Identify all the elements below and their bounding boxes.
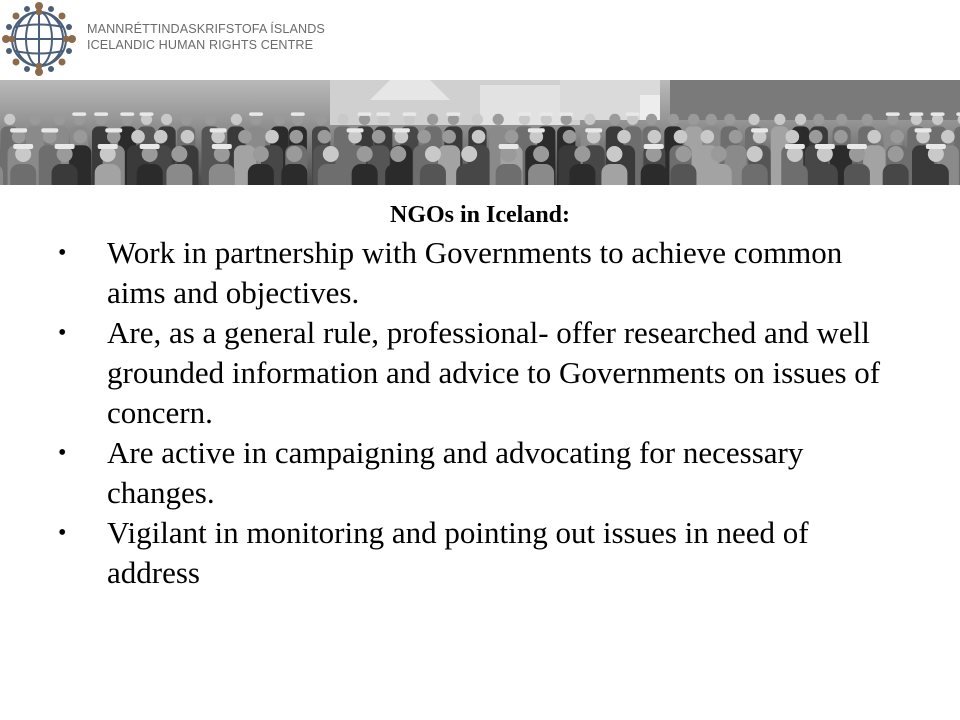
- crowd-person-hat: [499, 144, 519, 149]
- crowd-person-head: [493, 114, 504, 125]
- crowd-person-hat: [915, 128, 932, 132]
- crowd-person-head: [674, 130, 688, 144]
- crowd-person-head: [533, 146, 549, 162]
- crowd-person-head: [813, 114, 824, 125]
- crowd-person-head: [181, 114, 192, 125]
- crowd-person-hat: [249, 112, 263, 116]
- crowd-person-hat: [376, 112, 390, 116]
- crowd-person-body: [812, 164, 838, 185]
- crowd-person-body: [883, 164, 909, 185]
- crowd-person-head: [748, 114, 759, 125]
- crowd-person-body: [528, 164, 554, 185]
- crowd-person-head: [318, 130, 332, 144]
- crowd-person-body: [670, 164, 696, 185]
- slide-title: NGOs in Iceland:: [389, 202, 571, 228]
- crowd-person-body: [706, 164, 732, 185]
- crowd-person-head: [171, 146, 187, 162]
- crowd-person-hat: [751, 128, 768, 132]
- crowd-person-head: [668, 114, 679, 125]
- crowd-person-hat: [120, 112, 134, 116]
- crowd-person-hat: [55, 144, 75, 149]
- crowd-person-head: [4, 114, 15, 125]
- crowd-person-head: [337, 114, 348, 125]
- crowd-person-hat: [626, 112, 640, 116]
- crowd-person-head: [357, 146, 373, 162]
- crowd-person-hat: [528, 128, 545, 132]
- crowd-person-hat: [931, 112, 945, 116]
- crowd-person-hat: [518, 112, 532, 116]
- crowd-person-head: [786, 130, 800, 144]
- crowd-person-body: [782, 164, 808, 185]
- bullet-text: Are, as a general rule, professional- offer researched and well grounded information and advice to Governments on issues of concern.: [107, 315, 881, 430]
- crowd-person-body: [281, 164, 307, 185]
- crowd-person-hat: [210, 128, 227, 132]
- crowd-person-head: [711, 146, 727, 162]
- crowd-person-head: [425, 146, 441, 162]
- crowd-person-hat: [212, 144, 232, 149]
- crowd-person-head: [274, 114, 285, 125]
- crowd-person-head: [836, 114, 847, 125]
- crowd-person-head: [617, 130, 631, 144]
- crowd-person-body: [318, 164, 344, 185]
- bullet-item: [0, 233, 960, 313]
- crowd-person-hat: [815, 144, 835, 149]
- crowd-person-head: [688, 114, 699, 125]
- crowd-person-hat: [559, 112, 573, 116]
- crowd-person-hat: [358, 112, 372, 116]
- bullet-text: Vigilant in monitoring and pointing out issues in need of address: [107, 515, 809, 590]
- crowd-person-head: [73, 130, 87, 144]
- crowd-person-head: [795, 114, 806, 125]
- crowd-person-hat: [72, 112, 86, 116]
- crowd-person-head: [747, 146, 763, 162]
- crowd-person-body: [420, 164, 446, 185]
- crowd-person-body: [52, 164, 78, 185]
- bullet-text: Are active in campaigning and advocating for necessary changes.: [107, 435, 804, 510]
- organization-name: [87, 21, 325, 53]
- crowd-person-head: [609, 114, 620, 125]
- crowd-person-head: [427, 114, 438, 125]
- crowd-person-head: [834, 130, 848, 144]
- crowd-person-body: [641, 164, 667, 185]
- crowd-person-head: [867, 130, 881, 144]
- crowd-person-hat: [847, 144, 867, 149]
- crowd-person-hat: [10, 128, 27, 132]
- crowd-person-hat: [585, 128, 602, 132]
- crowd-person-head: [584, 114, 595, 125]
- bullet-marker: •: [58, 320, 67, 346]
- crowd-photo-banner: [0, 80, 960, 185]
- org-name-icelandic: MANNRÉTTINDASKRIFSTOFA ÍSLANDS: [87, 22, 325, 36]
- crowd-person-body: [601, 164, 627, 185]
- crowd-person-body: [352, 164, 378, 185]
- crowd-person-head: [563, 130, 577, 144]
- crowd-person-head: [706, 114, 717, 125]
- crowd-person-body: [385, 164, 411, 185]
- crowd-person-head: [648, 130, 662, 144]
- crowd-person-head: [289, 130, 303, 144]
- crowd-person-body: [137, 164, 163, 185]
- bullet-marker: •: [58, 520, 67, 546]
- crowd-person-head: [574, 146, 590, 162]
- crowd-person-head: [131, 130, 145, 144]
- crowd-person-head: [29, 114, 40, 125]
- crowd-person-head: [265, 130, 279, 144]
- crowd-person-body: [923, 164, 949, 185]
- crowd-person-body: [248, 164, 274, 185]
- crowd-person-hat: [291, 112, 305, 116]
- crowd-person-hat: [886, 112, 900, 116]
- crowd-person-hat: [105, 128, 122, 132]
- crowd-person-head: [461, 146, 477, 162]
- crowd-person-body: [844, 164, 870, 185]
- crowd-person-hat: [140, 112, 154, 116]
- crowd-person-head: [323, 146, 339, 162]
- bullet-item: [0, 313, 960, 433]
- crowd-person-head: [417, 130, 431, 144]
- bullet-marker: •: [58, 240, 67, 266]
- crowd-person-head: [372, 130, 386, 144]
- crowd-person-head: [729, 130, 743, 144]
- globe-people-icon: [0, 0, 78, 78]
- crowd-person-head: [724, 114, 735, 125]
- crowd-person-body: [569, 164, 595, 185]
- crowd-person-hat: [41, 128, 58, 132]
- crowd-person-head: [238, 130, 252, 144]
- crowd-person-head: [54, 114, 65, 125]
- crowd-person-body: [496, 164, 522, 185]
- crowd-person-body: [166, 164, 192, 185]
- crowd-person-body: [95, 164, 121, 185]
- crowd-person-hat: [94, 112, 108, 116]
- crowd-person-head: [181, 130, 195, 144]
- crowd-person-hat: [98, 144, 118, 149]
- crowd-person-head: [774, 114, 785, 125]
- crowd-person-hat: [446, 112, 460, 116]
- crowd-person-head: [941, 130, 955, 144]
- crowd-person-head: [442, 130, 456, 144]
- crowd-person-head: [286, 146, 302, 162]
- crowd-person-hat: [393, 128, 410, 132]
- bullet-marker: •: [58, 440, 67, 466]
- org-name-english: ICELANDIC HUMAN RIGHTS CENTRE: [87, 38, 314, 52]
- crowd-person-hat: [13, 144, 33, 149]
- crowd-person-head: [890, 130, 904, 144]
- bullet-item: [0, 513, 960, 593]
- crowd-person-head: [315, 114, 326, 125]
- crowd-person-body: [10, 164, 36, 185]
- crowd-person-head: [700, 130, 714, 144]
- crowd-person-head: [675, 146, 691, 162]
- crowd-person-head: [154, 130, 168, 144]
- crowd-person-body: [742, 164, 768, 185]
- bullet-item: [0, 433, 960, 513]
- crowd-person-head: [161, 114, 172, 125]
- crowd-person-head: [862, 114, 873, 125]
- crowd-person-head: [888, 146, 904, 162]
- crowd-person-hat: [909, 112, 923, 116]
- crowd-person-head: [809, 130, 823, 144]
- crowd-person-body: [456, 164, 482, 185]
- crowd-person-head: [390, 146, 406, 162]
- crowd-person-hat: [785, 144, 805, 149]
- crowd-person-head: [606, 146, 622, 162]
- crowd-person-hat: [402, 112, 416, 116]
- bullet-list: [0, 233, 960, 593]
- bullet-text: Work in partnership with Governments to achieve common aims and objectives.: [107, 235, 843, 310]
- crowd-person-hat: [926, 144, 946, 149]
- crowd-person-hat: [539, 112, 553, 116]
- crowd-person-head: [505, 130, 519, 144]
- crowd-person-head: [231, 114, 242, 125]
- crowd-person-hat: [347, 128, 364, 132]
- crowd-person-body: [209, 164, 235, 185]
- crowd-person-head: [205, 114, 216, 125]
- crowd-person-hat: [644, 144, 664, 149]
- crowd-person-head: [472, 130, 486, 144]
- crowd-person-head: [472, 114, 483, 125]
- crowd-person-head: [646, 114, 657, 125]
- crowd-person-head: [253, 146, 269, 162]
- crowd-person-hat: [140, 144, 160, 149]
